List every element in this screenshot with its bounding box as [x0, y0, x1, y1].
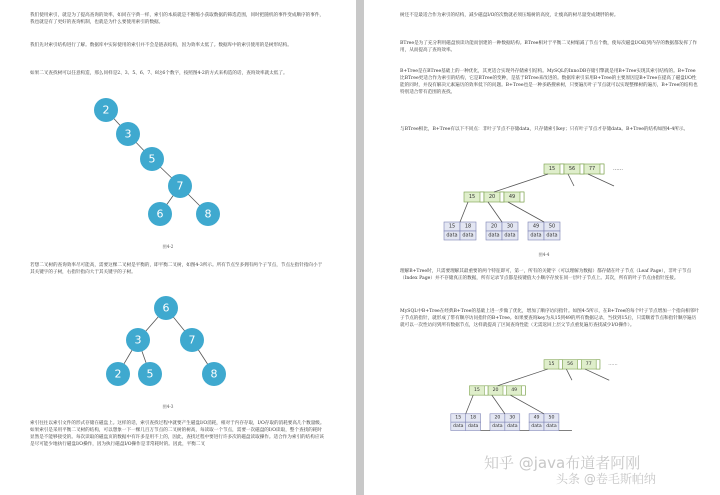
tree2-node-5 [138, 362, 162, 386]
bplus-tree-diagram-linked [424, 356, 664, 438]
bt2-leaf-data: data [467, 423, 479, 429]
right-para-3: B+Tree是在BTree基础上的一种优化，其更适合实现外存储索引结构。MySQL的InnoDB存储引擎就是用B+Tree实现其索引结构的。B+Tree比BTree更适合作为索引的结构，它是BTree的变种，是基于BTree来改进的。数据库索引采用B+Tree的主要原因是B+Tree在提高了磁盘I/O性能的同时，并没有解决元素遍历的效率低下的问题。B+Tree也是一种多路搜索树，只要遍历叶子节点就可以实现整棵树的遍历，B+Tree的结构也特别适合带有范围的查找。 [400, 69, 698, 95]
bt1-leaf-key: 50 [548, 223, 556, 230]
bt2-leaf-key: 50 [548, 415, 555, 421]
tree1-node-label: 2 [102, 103, 110, 117]
figure-caption-4-4: 图4-4 [538, 252, 550, 257]
bt1-leaf-node [528, 222, 560, 240]
figure-caption-4-3: 图4-3 [162, 404, 174, 409]
bt1-leaf-key: 49 [532, 223, 540, 230]
tree2-node-7 [180, 328, 204, 352]
right-para-2: BTree是为了充分利用磁盘预读功能而创建的一种数据结构。BTree相对于平衡二叉树缩减了节点个数，使每次磁盘I/O取到内存的数据都发挥了作用，从而提高了查询效率。 [400, 41, 698, 53]
tree-diagram-balanced [0, 290, 356, 400]
bt2-key: 20 [492, 387, 499, 393]
bt2-leaf-key: 49 [533, 415, 540, 421]
tree1-node-label: 8 [204, 207, 212, 221]
tree2-node-2 [106, 362, 130, 386]
bt1-leaf-key: 20 [490, 223, 498, 230]
right-para-5: 理解B+Tree时，只需要理解其最重要的两个特征即可，第一，所有的关键字（可以理解为数据）都存储在叶子节点（Leaf Page），非叶子节点（Index Page）并不存储真正的数据，所有记录节点都是按键值大小顺序存放在同一层叶子节点上。其次，所有的叶子节点由指针连接。 [400, 269, 692, 281]
left-para-4: 若想二叉树的查询效率尽可能高，需要这棵二叉树是平衡的，即平衡二叉树，如图4-3所示。所有节点至多拥有两个子节点，节点左指针指向小于其关键字的子树，右指针指向大于其关键字的子树。 [30, 263, 323, 275]
bt1-leaf-data: data [530, 232, 542, 239]
bt1-internal-node [464, 192, 524, 202]
tree1-node-5 [140, 147, 164, 171]
bt1-leaf-data: data [504, 232, 516, 239]
bt2-key: 15 [473, 387, 480, 393]
left-page [0, 0, 356, 495]
tree1-node-label: 6 [156, 207, 164, 221]
bt1-leaf-node [444, 222, 476, 240]
bplus-tree-diagram [424, 160, 664, 248]
bt2-leaf-data: data [531, 423, 542, 429]
left-para-1: 我们使用索引，就是为了提高查询的效率，如同在字典一样，索引的本质就是不断缩小获取数据的筛选范围，同时把随机的事件变成顺序的事件，我也就是有了更好的查询机制，也就是为什么要使用索引的数据。 [30, 13, 325, 25]
tree1-node-6 [148, 202, 172, 226]
bt2-key: 56 [567, 361, 574, 367]
left-para-3: 如果二叉查找树可以任意构造，那么同样是2、3、5、6、7、8这6个数字，按照图4-2的方式来构造的话，查询效率就太低了。 [30, 71, 288, 76]
bt1-key: 15 [468, 194, 476, 200]
bt2-leaf-data: data [546, 423, 557, 429]
watermark-toutiao: 头条 @卷毛斯帕纳 [556, 472, 656, 486]
right-para-6: MySQL中B+Tree在经典B+Tree的基础上进一步做了优化，增加了顺序访问指针。如图4-5所示，在B+Tree的每个叶子节点增加一个指向相邻叶子节点的指针，就形成了带有顺序访问指针的B+Tree。如果要查询key为从15到49的所有数据记录，当找到15后，只需顺着节点和指针顺序遍历就可以一次性访问到所有数据节点，这样就提高了区间查询性能（无需返回上层父节点重复遍历查找减少I/O操作）。 [400, 309, 699, 328]
tree2-node-6 [154, 296, 178, 320]
left-para-2: 我们先对索引结构进行了解。数据库中实际使用的索引并不会是链表结构，因为效率太低了。数据库中的索引使用的是树形结构。 [30, 43, 292, 48]
tree2-node-label: 5 [146, 367, 154, 381]
watermark-zhihu: 知乎 @java布道者阿刚 [484, 454, 641, 472]
right-page [364, 0, 720, 495]
tree2-node-label: 8 [210, 367, 218, 381]
bt1-key: 15 [548, 166, 556, 172]
tree1-node-2 [94, 98, 118, 122]
tree2-node-8 [202, 362, 226, 386]
right-para-4: 与BTree相比，B+Tree有以下不同点：非叶子节点不存储data，只存储索引key；只有叶子节点才存储data。B+Tree的结构如图4-4所示。 [400, 127, 689, 132]
bt2-leaf-node [490, 414, 520, 431]
bt1-leaf-key: 18 [464, 223, 472, 230]
bt2-ellipsis: …… [608, 361, 618, 367]
bt2-leaf-node [529, 414, 559, 431]
tree1-node-3 [116, 122, 140, 146]
tree-diagram-skewed [0, 92, 356, 242]
bt2-leaf-data: data [492, 423, 503, 429]
left-para-5: 索引往往以索引文件的形式存储在磁盘上。这样的话，索引查找过程中就要产生磁盘I/O消耗，相对于内存存取，I/O存取的消耗要高几个数量级。如果索引是采用平衡二叉树的结构，可以想象一下一棵几百万节点的二叉树的树高，每读取一个节点，需要一次磁盘的I/O读取，整个查找的耗时显然是不能够接受的。每次读取的磁盘页的数据中有许多是用不上的，因此，查找过程中要进行许多次的磁盘读取操作。适合作为索引的结构应该是尽可能少地执行磁盘I/O操作，因为执行磁盘I/O操作是非常耗时的。因此，平衡二叉 [30, 421, 325, 447]
tree1-node-8 [196, 202, 220, 226]
bt2-internal-node [469, 386, 525, 395]
bt1-key: 49 [508, 194, 516, 200]
tree2-node-3 [126, 328, 150, 352]
bt2-key: 77 [585, 361, 592, 367]
tree1-node-7 [168, 174, 192, 198]
bt1-leaf-data: data [446, 232, 458, 239]
tree1-node-label: 3 [124, 127, 132, 141]
bt2-key: 49 [511, 387, 518, 393]
bt1-ellipsis: …… [613, 166, 623, 172]
tree2-node-label: 7 [188, 333, 196, 347]
tree2-node-label: 6 [162, 301, 170, 315]
bt2-leaf-key: 20 [494, 415, 501, 421]
bt2-key: 15 [548, 361, 555, 367]
bt2-leaf-data: data [507, 423, 518, 429]
page-gutter [356, 0, 364, 495]
bt2-root-node [544, 360, 600, 369]
bt2-leaf-key: 15 [455, 415, 462, 421]
tree2-node-label: 3 [134, 333, 142, 347]
bt1-key: 20 [488, 194, 496, 200]
bt1-leaf-key: 15 [448, 223, 456, 230]
bt1-leaf-data: data [488, 232, 500, 239]
tree2-node-label: 2 [114, 367, 122, 381]
right-para-1: 树还不是最适合作为索引的结构，减少磁盘I/O的次数就必须压缩树的高度，让瘦高的树尽量变成矮胖的树。 [400, 13, 619, 18]
tree1-node-label: 7 [176, 179, 184, 193]
bt2-leaf-key: 18 [470, 415, 477, 421]
bt1-leaf-key: 30 [506, 223, 514, 230]
bt2-leaf-node [451, 414, 481, 431]
bt1-key: 77 [588, 166, 596, 172]
bt2-leaf-data: data [453, 423, 464, 429]
bt1-leaf-data: data [462, 232, 474, 239]
bt1-leaf-node [486, 222, 518, 240]
bt1-root-node [544, 164, 604, 174]
tree1-node-label: 5 [148, 152, 156, 166]
bt1-key: 56 [568, 166, 576, 172]
figure-caption-4-2: 图4-2 [162, 244, 174, 249]
bt1-leaf-data: data [546, 232, 558, 239]
bt2-leaf-key: 30 [509, 415, 516, 421]
